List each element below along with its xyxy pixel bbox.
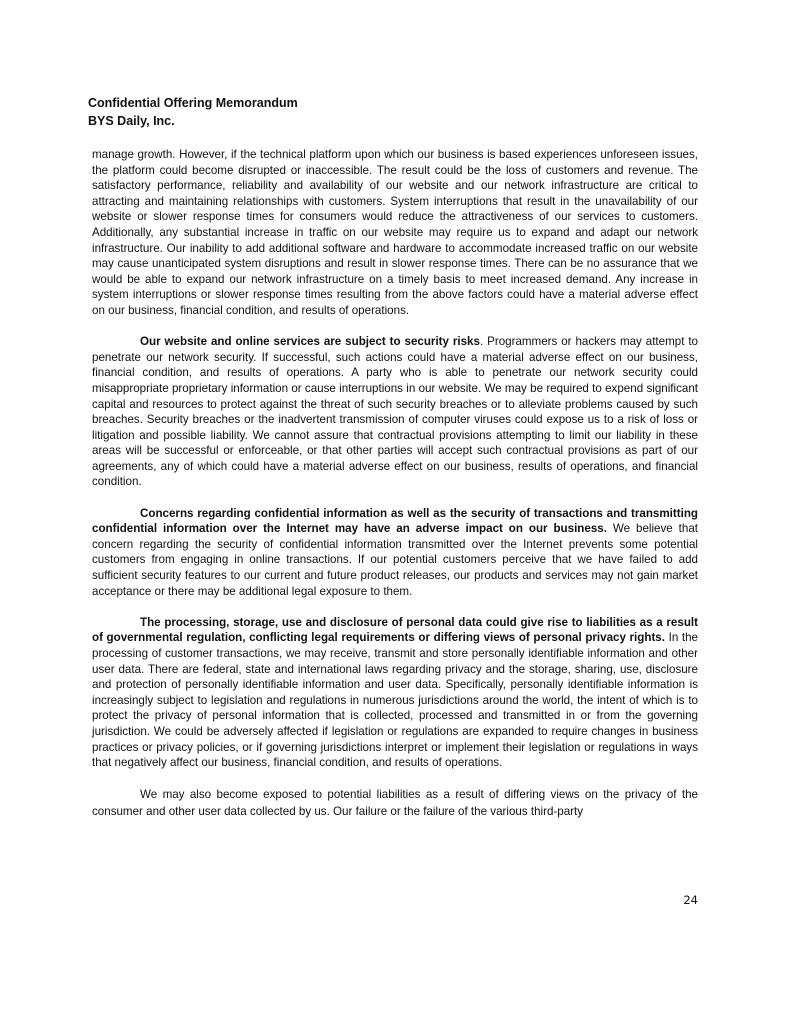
paragraph-text: We believe that concern regarding the security of confidential information transmitted over the Internet prevents some potential customers from engaging in online transactions. If our potential customers perceive that we have failed to add sufficient security features to our current and future product releases, our products and services may not gain market acceptance or there may be additional legal exposure to them. — [92, 522, 698, 598]
document-title: Confidential Offering Memorandum — [88, 96, 298, 110]
paragraph-text: . Programmers or hackers may attempt to penetrate our network security. If successful, such actions could have a material adverse effect on our business, financial condition, and results of operations. A party who is able to penetrate our network security could misappropriate proprietary information or cause interruptions in our website. We may be required to expend significant capital and resources to protect against the threat of such security breaches or to alleviate problems caused by such breaches. Security breaches or the inadvertent transmission of computer viruses could expose us to a risk of loss or litigation and possible liability. We cannot assure that contractual provisions attempting to limit our liability in these areas will be successful or enforceable, or that other parties will accept such contractual provisions as part of our agreements, any of which could have a material adverse effect on our business, results of operations, and financial condition. — [92, 335, 698, 489]
paragraph-security-risks — [92, 334, 698, 490]
document-body — [92, 147, 698, 820]
paragraph-privacy-liabilities — [92, 786, 698, 820]
page-number: 24 — [683, 893, 698, 907]
paragraph-personal-data — [92, 615, 698, 771]
company-name: BYS Daily, Inc. — [88, 114, 175, 128]
document-header — [88, 94, 708, 130]
paragraph-continuation — [92, 147, 698, 319]
paragraph-text: manage growth. However, if the technical platform upon which our business is based experiences unforeseen issues, the platform could become disrupted or inaccessible. The result could be the loss of customers and revenue. The satisfactory performance, reliability and availability of our website and our network infrastructure are critical to attracting and maintaining relationships with customers. System interruptions that result in the unavailability of our website or slower response times for consumers would reduce the attractiveness of our services to customers. Additionally, any substantial increase in traffic on our website may require us to expand and adapt our network infrastructure. Our inability to add additional software and hardware to accommodate increased traffic on our website may cause unanticipated system disruptions and result in slower response times. There can be no assurance that we would be able to expand our network infrastructure on a timely basis to meet increased demand. Any increase in system interruptions or slower response times resulting from the above factors could have a material adverse effect on our business, financial condition, and results of operations. — [92, 148, 698, 317]
paragraph-text: In the processing of customer transactions, we may receive, transmit and store personally identifiable information and other user data. There are federal, state and international laws regarding privacy and the storage, sharing, use, disclosure and protection of personally identifiable information and user data. Specifically, personally identifiable information is increasingly subject to legislation and regulations in numerous jurisdictions around the world, the intent of which is to protect the privacy of personal information that is collected, processed and transmitted in or from the governing jurisdiction. We could be adversely affected if legislation or regulations are expanded to require changes in business practices or privacy policies, or if governing jurisdictions interpret or implement their legislation or regulations in ways that negatively affect our business, financial condition, and results of operations. — [92, 631, 699, 770]
paragraph-confidential-information — [92, 506, 698, 600]
paragraph-heading: The processing, storage, use and disclosure of personal data could give rise to liabilities as a result of governmental regulation, conflicting legal requirements or differing views of personal privacy rights. — [92, 615, 698, 645]
paragraph-heading: Concerns regarding confidential information as well as the security of transactions and transmitting confidential information over the Internet may have an adverse impact on our business. — [92, 506, 698, 536]
paragraph-text: We may also become exposed to potential liabilities as a result of differing views on the privacy of the consumer and other user data collected by us. Our failure or the failure of the various third-party — [92, 788, 698, 819]
paragraph-heading: Our website and online services are subject to security risks — [140, 335, 480, 349]
